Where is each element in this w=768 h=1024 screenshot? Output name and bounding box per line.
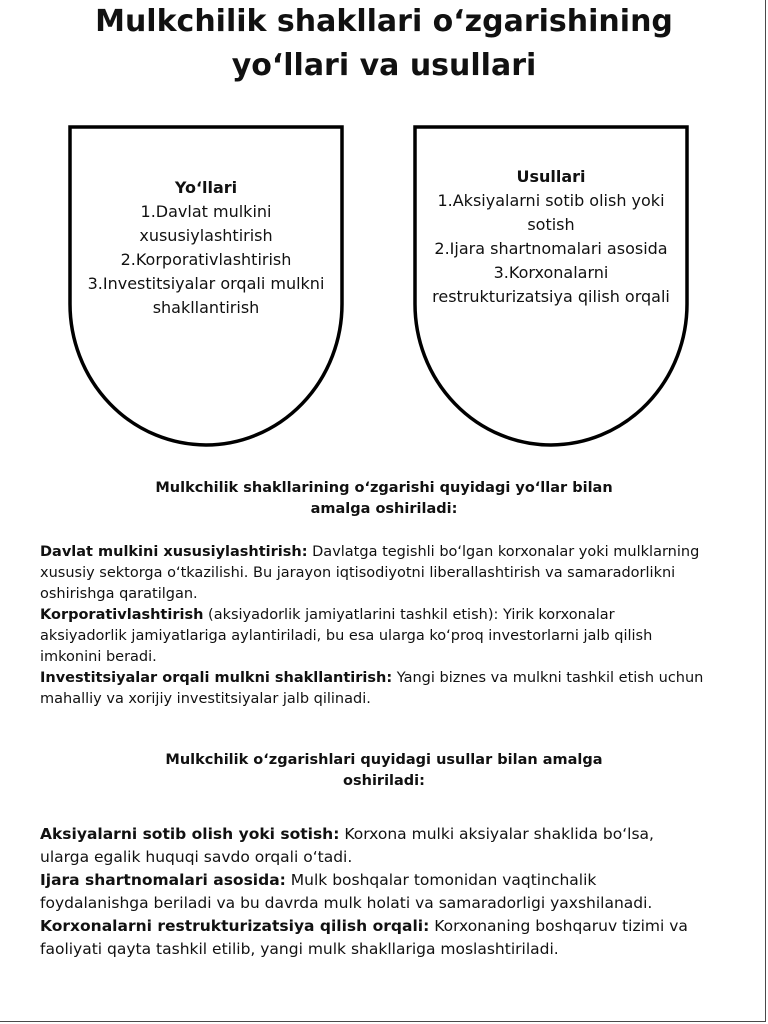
document-title-line-1: Mulkchilik shakllari o‘zgarishining [95,4,673,39]
shield-yollari-line: xususiylashtirish [139,226,273,245]
paragraph-text: Korxona mulki aksiyalar shaklida bo‘lsa, [339,825,654,843]
shield-usullari-line: 2.Ijara shartnomalari asosida [434,239,668,258]
shield-usullari-line: restrukturizatsiya qilish orqali [432,287,670,306]
term-label: Korxonalarni restrukturizatsiya qilish orqali: [40,917,430,935]
paragraph-line: mahalliy va xorijiy investitsiyalar jalb qilinadi. [40,691,371,707]
shield-yollari-line: 2.Korporativlashtirish [120,250,292,269]
section-heading-line: amalga oshiriladi: [310,501,458,517]
shield-yollari-line: shakllantirish [152,298,260,317]
term-label: Aksiyalarni sotib olish yoki sotish: [40,825,340,843]
paragraph-line [40,823,720,846]
paragraph-investitsiyalar [40,668,720,710]
paragraph-ijara [40,869,720,915]
paragraph-line [40,915,720,938]
section-heading-line: oshiriladi: [343,773,425,789]
shield-usullari-heading: Usullari [516,167,586,186]
term-label: Investitsiyalar orqali mulkni shakllantirish: [40,670,393,686]
paragraph-restrukturizatsiya [40,915,720,961]
paragraph-aksiyalar [40,823,720,869]
shield-yollari-text [75,176,337,320]
paragraph-line: aksiyadorlik jamiyatlariga aylantiriladi, bu esa ularga ko‘proq investorlarni jalb qilish [40,628,653,644]
paragraph-line: oshirishga qaratilgan. [40,586,198,602]
shield-usullari-text [420,165,682,309]
section-yollar-body [40,542,720,710]
term-label: Davlat mulkini xususiylashtirish: [40,544,308,560]
shield-yollari-line: 1.Davlat mulkini [140,202,272,221]
section-usullar-body [40,823,720,961]
paragraph-line [40,668,720,689]
paragraph-text: Mulk boshqalar tomonidan vaqtinchalik [285,871,597,889]
section-heading-line: Mulkchilik o‘zgarishlari quyidagi usullar bilan amalga [165,752,603,768]
document-title-line-2: yo‘llari va usullari [231,48,537,83]
term-label: Korporativlashtirish [40,607,204,623]
paragraph-text: Yangi biznes va mulkni tashkil etish uchun [392,670,704,686]
paragraph-text: Davlatga tegishli bo‘lgan korxonalar yoki mulklarning [307,544,700,560]
shield-yollari [67,124,345,448]
shield-yollari-heading: Yo‘llari [174,178,238,197]
shield-usullari-line: 1.Aksiyalarni sotib olish yoki [437,191,665,210]
paragraph-line [40,605,720,626]
term-label: Ijara shartnomalari asosida: [40,871,286,889]
paragraph-line: foydalanishga beriladi va bu davrda mulk holati va samaradorligi yaxshilanadi. [40,894,653,912]
shield-usullari [412,124,690,448]
document-title [60,0,708,88]
paragraph-text: Korxonaning boshqaruv tizimi va [429,917,688,935]
paragraph-text: (aksiyadorlik jamiyatlarini tashkil etish): Yirik korxonalar [203,607,615,623]
shield-usullari-line: 3.Korxonalarni [493,263,609,282]
paragraph-xususiylashtirish [40,542,720,605]
section-heading-line: Mulkchilik shakllarining o‘zgarishi quyidagi yo‘llar bilan [155,480,613,496]
paragraph-line: faoliyati qayta tashkil etilib, yangi mulk shakllariga moslashtiriladi. [40,940,559,958]
paragraph-line: imkonini beradi. [40,649,157,665]
shield-usullari-line: sotish [527,215,575,234]
paragraph-line [40,542,720,563]
paragraph-line [40,869,720,892]
shield-yollari-line: 3.Investitsiyalar orqali mulkni [87,274,325,293]
section-heading-yollar [120,478,648,520]
paragraph-korporativlashtirish [40,605,720,668]
paragraph-line: xususiy sektorga o‘tkazilishi. Bu jarayon iqtisodiyotni liberallashtirish va samaradorlikni [40,565,676,581]
paragraph-line: ularga egalik huquqi savdo orqali o‘tadi. [40,848,353,866]
section-heading-usullar [120,750,648,792]
